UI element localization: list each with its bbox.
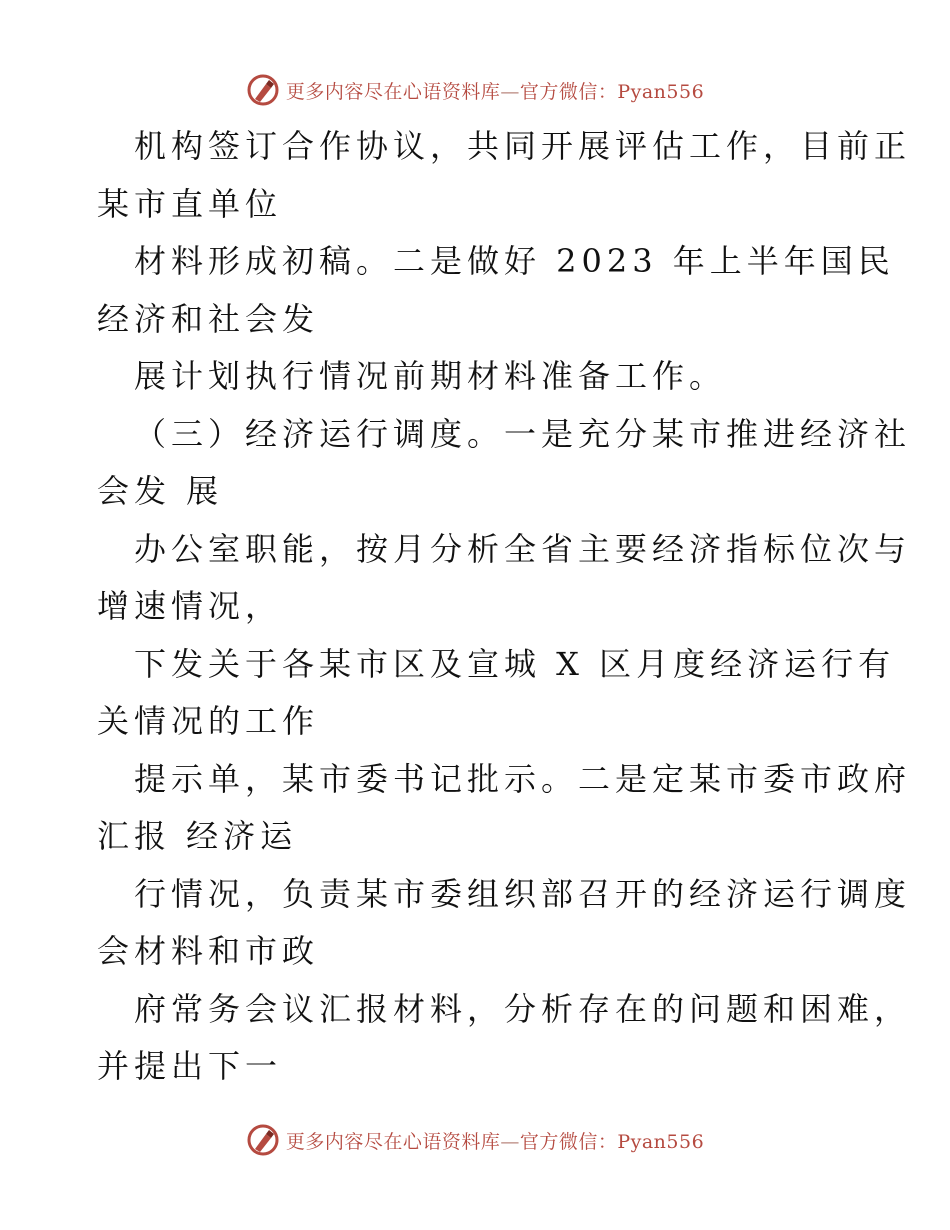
text-line: 办公室职能，按月分析全省主要经济指标位次与 (134, 529, 912, 568)
watermark-contact: 官方微信：Pyan556 (519, 1130, 705, 1153)
text-line: 并提出下一 (97, 1047, 283, 1085)
text-line: 会材料和市政 (97, 932, 320, 970)
text-line: 机构签订合作协议，共同开展评估工作，目前正 (134, 127, 912, 165)
watermark-text (286, 77, 704, 104)
text-line: 材料形成初稿。二是做好 2023 年上半年国民 (134, 242, 895, 280)
text-line: （三）经济运行调度。一是充分某市推进经济社 (134, 414, 912, 453)
text-line: 府常务会议汇报材料，分析存在的问题和困难， (134, 989, 912, 1028)
text-line: 下发关于各某市区及宣城 X 区月度经济运行有 (134, 644, 896, 683)
pen-logo-icon (246, 1123, 280, 1157)
text-line: 行情况，负责某市委组织部召开的经济运行调度 (134, 874, 912, 913)
watermark-separator: — (500, 1130, 520, 1153)
watermark-separator: — (500, 80, 520, 103)
document-body (97, 118, 912, 1096)
watermark-title: 更多内容尽在心语资料库 (285, 1130, 501, 1153)
pen-logo-icon (246, 73, 280, 107)
text-line: 汇报 经济运 (97, 817, 298, 855)
text-line: 某市直单位 (97, 184, 283, 223)
watermark-contact: 官方微信：Pyan556 (519, 80, 705, 103)
text-line: 会发 展 (97, 472, 224, 510)
text-line: 经济和社会发 (97, 299, 320, 338)
text-line: 展计划执行情况前期材料准备工作。 (134, 357, 727, 395)
text-line: 关情况的工作 (97, 702, 320, 740)
text-line: 提示单，某市委书记批示。二是定某市委市政府 (134, 759, 912, 798)
text-line: 增速情况， (97, 587, 283, 625)
watermark-text (286, 1127, 704, 1154)
watermark-title: 更多内容尽在心语资料库 (285, 80, 501, 103)
footer-watermark-banner (0, 1120, 950, 1160)
header-watermark-banner (0, 70, 950, 110)
